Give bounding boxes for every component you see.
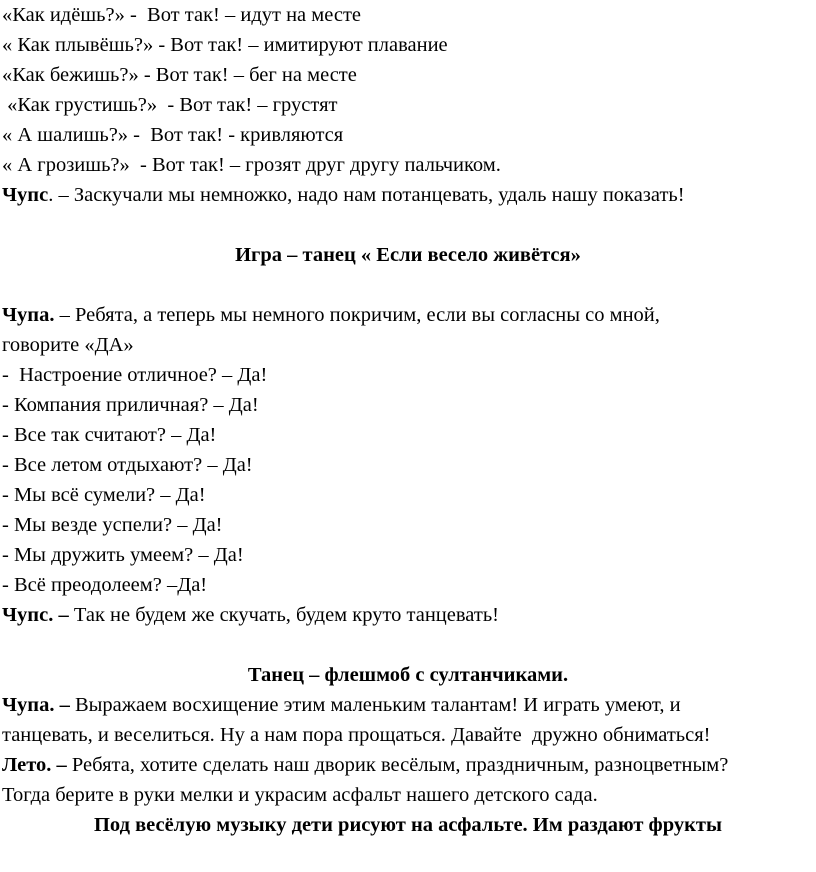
dialogue-text: Ребята, хотите сделать наш дворик весёлым, праздничным, разноцветным?: [66, 754, 729, 776]
response-line: - Настроение отличное? – Да!: [2, 364, 268, 386]
section-heading: Танец – флешмоб с султанчиками.: [247, 664, 569, 686]
dialogue-text: – Ребята, а теперь мы немного покричим, если вы согласны со мной,: [54, 304, 660, 326]
response-line: - Всё преодолеем? –Да!: [2, 574, 208, 596]
response-line: - Мы дружить умеем? – Да!: [2, 544, 244, 566]
speaker-label: Чупс: [2, 184, 49, 206]
text-line: « А грозишь?» - Вот так! – грозят друг другу пальчиком.: [2, 154, 501, 176]
text-line: говорите «ДА»: [2, 334, 134, 356]
dialogue-line: [2, 691, 681, 719]
text-line: « А шалишь?» - Вот так! - кривляются: [2, 124, 344, 146]
dialogue-text: Так не будем же скучать, будем круто танцевать!: [68, 604, 499, 626]
dialogue-line: [2, 601, 499, 629]
dialogue-line: [2, 751, 728, 779]
response-line: - Мы везде успели? – Да!: [2, 514, 223, 536]
dialogue-line: [2, 301, 660, 329]
response-line: - Компания приличная? – Да!: [2, 394, 259, 416]
text-line: «Как бежишь?» - Вот так! – бег на месте: [2, 64, 357, 86]
response-line: - Все летом отдыхают? – Да!: [2, 454, 253, 476]
text-line: танцевать, и веселиться. Ну а нам пора прощаться. Давайте дружно обниматься!: [2, 724, 711, 746]
speaker-label: Лето. –: [2, 754, 67, 776]
text-line: «Как идёшь?» - Вот так! – идут на месте: [2, 4, 362, 26]
dialogue-text: Выражаем восхищение этим маленьким талантам! И играть умеют, и: [69, 694, 681, 716]
text-line: «Как грустишь?» - Вот так! – грустят: [2, 94, 338, 116]
speaker-label: Чупа. –: [2, 694, 70, 716]
dialogue-text: . – Заскучали мы немножко, надо нам потанцевать, удаль нашу показать!: [48, 184, 685, 206]
speaker-label: Чупа.: [2, 304, 55, 326]
stage-direction: Под весёлую музыку дети рисуют на асфальте. Им раздают фрукты: [93, 814, 723, 836]
dialogue-line: [2, 181, 685, 209]
speaker-label: Чупс. –: [2, 604, 69, 626]
text-line: Тогда берите в руки мелки и украсим асфальт нашего детского сада.: [2, 784, 598, 806]
response-line: - Все так считают? – Да!: [2, 424, 217, 446]
response-line: - Мы всё сумели? – Да!: [2, 484, 206, 506]
text-line: « Как плывёшь?» - Вот так! – имитируют плавание: [2, 34, 448, 56]
section-heading: Игра – танец « Если весело живётся»: [235, 244, 581, 266]
